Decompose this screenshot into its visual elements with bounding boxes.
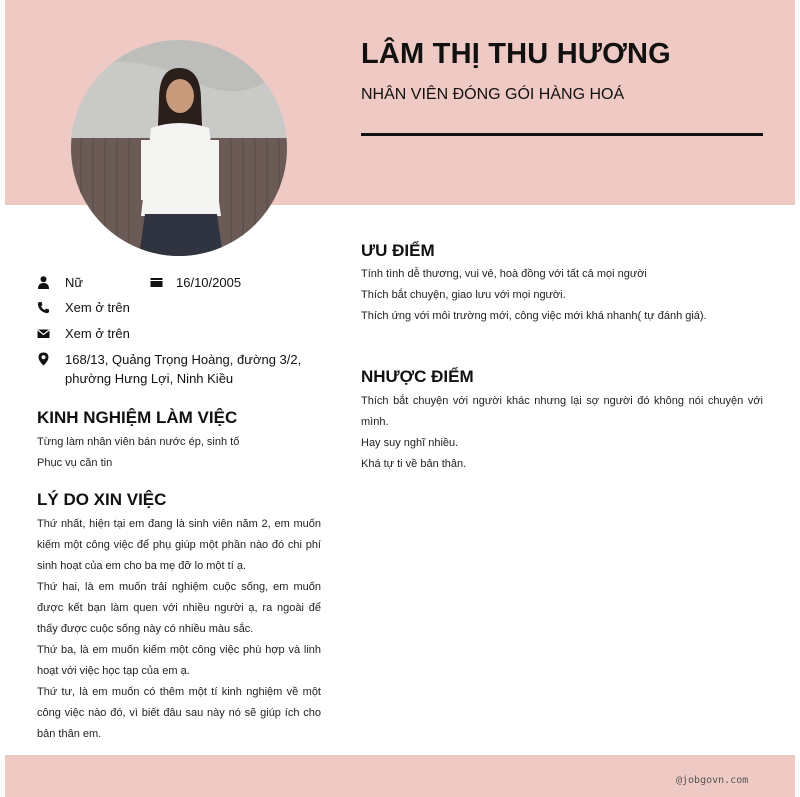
reasons-heading: LÝ DO XIN VIỆC (37, 490, 167, 509)
location-pin-icon (37, 352, 50, 365)
watermark: @jobgovn.com (676, 775, 749, 786)
phone-icon (37, 301, 50, 314)
birthdate-value: 16/10/2005 (176, 275, 242, 290)
strength-item: Tính tình dễ thương, vui vẻ, hoà đồng với tất cả mọi người (361, 268, 647, 280)
reason-item: Thứ nhất, hiện tại em đang là sinh viên năm 2, em muốn kiếm một công việc để phụ giúp một phần nào đó chi phí sinh hoạt của em cho ba mẹ đỡ lo một tí ạ. (37, 518, 321, 572)
profile-photo (71, 40, 287, 256)
weakness-item: Khá tự ti về bản thân. (361, 458, 467, 470)
person-icon (37, 276, 50, 289)
strength-item: Thích ứng với môi trường mới, công việc mới khá nhanh( tự đánh giá). (361, 310, 707, 322)
experience-item: Từng làm nhân viên bán nước ép, sinh tố (37, 436, 240, 448)
phone-value: Xem ở trên (65, 300, 130, 315)
reasons-list (37, 514, 321, 745)
weakness-item: Hay suy nghĩ nhiều. (361, 437, 459, 449)
calendar-icon (150, 276, 163, 289)
reason-item: Thứ hai, là em muốn trải nghiệm cuộc sống, em muốn được kết bạn làm quen với nhiều người ạ, ra ngoài để thấy được cuộc sống này có nhiều màu sắc. (37, 581, 321, 635)
reason-item: Thứ ba, là em muốn kiếm một công việc phù hợp và linh hoạt với việc học tạp của em ạ. (37, 644, 321, 677)
job-title: NHÂN VIÊN ĐÓNG GÓI HÀNG HOÁ (361, 86, 625, 103)
title-divider (361, 133, 763, 136)
weaknesses-heading: NHƯỢC ĐIỂM (361, 367, 474, 386)
experience-heading: KINH NGHIỆM LÀM VIỆC (37, 408, 238, 427)
gender-value: Nữ (65, 275, 84, 290)
reason-item: Thứ tư, là em muốn có thêm một tí kinh nghiệm về một công việc nào đó, vì biết đâu sau này nó sẽ giúp ích cho bản thân em. (37, 686, 321, 740)
address-line-1: 168/13, Quảng Trọng Hoàng, đường 3/2, (65, 352, 302, 367)
weakness-item: Thích bắt chuyện với người khác nhưng lại sợ người đó không nói chuyện với mình. (361, 395, 763, 428)
weaknesses-list (361, 391, 763, 475)
email-value: Xem ở trên (65, 326, 130, 341)
strength-item: Thích bắt chuyện, giao lưu với mọi người. (361, 289, 566, 301)
mail-icon (37, 327, 50, 340)
strengths-list (361, 264, 763, 327)
address-line-2: phường Hưng Lợi, Ninh Kiều (65, 371, 234, 386)
strengths-heading: ƯU ĐIỂM (361, 241, 435, 260)
candidate-name: LÂM THỊ THU HƯƠNG (361, 38, 671, 70)
experience-item: Phục vụ căn tin (37, 457, 113, 469)
experience-list (37, 432, 327, 474)
